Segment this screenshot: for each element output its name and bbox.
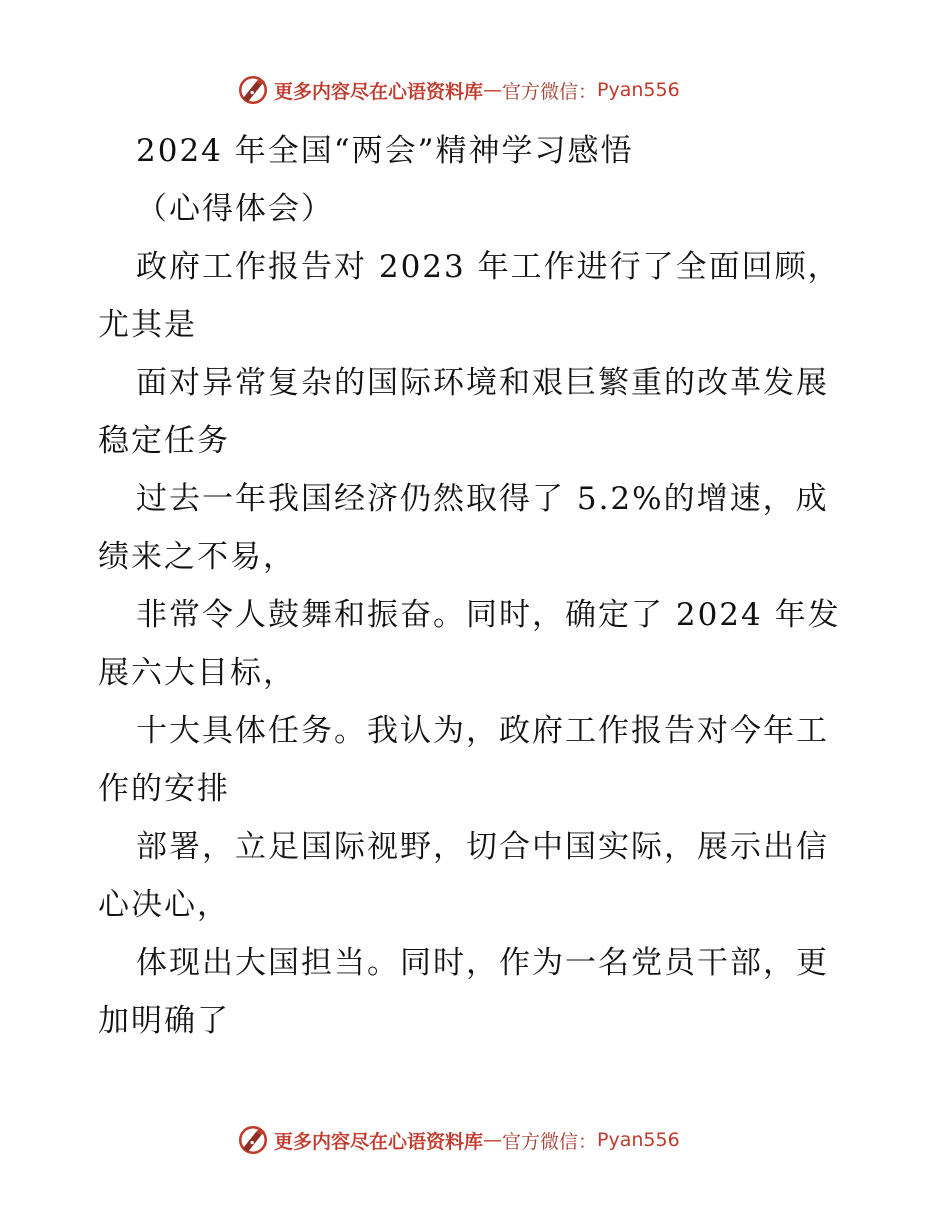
text-line: 政府工作报告对 2023 年工作进行了全面回顾， <box>136 249 841 285</box>
document-body <box>98 122 858 1050</box>
watermark-wechat-label: 官方微信： <box>502 80 598 103</box>
text-line: 体现出大国担当。同时，作为一名党员干部，更 <box>136 945 829 981</box>
watermark-wechat-id: Pyan556 <box>597 79 680 101</box>
text-line: 绩来之不易， <box>98 539 296 575</box>
text-line: 过去一年我国经济仍然取得了 5.2%的增速，成 <box>136 481 829 517</box>
footer-watermark <box>236 1122 680 1158</box>
document-subtitle: （心得体会） <box>136 191 334 227</box>
watermark-wechat-id: Pyan556 <box>597 1129 680 1151</box>
text-line: 面对异常复杂的国际环境和艰巨繁重的改革发展 <box>136 365 829 401</box>
text-line: 部署，立足国际视野，切合中国实际，展示出信 <box>136 829 829 865</box>
document-title: 2024 年全国“两会”精神学习感悟 <box>136 133 634 169</box>
text-line: 非常令人鼓舞和振奋。同时，确定了 2024 年发 <box>136 597 841 633</box>
watermark-dash: — <box>483 1129 503 1151</box>
watermark-site-text: 更多内容尽在心语资料库 <box>274 1130 484 1153</box>
text-line: 十大具体任务。我认为，政府工作报告对今年工 <box>136 713 829 749</box>
text-line: 作的安排 <box>98 771 230 807</box>
header-watermark <box>236 72 680 108</box>
text-line: 展六大目标， <box>98 655 296 691</box>
text-line: 加明确了 <box>98 1003 230 1039</box>
watermark-dash: — <box>483 79 503 101</box>
watermark-wechat-label: 官方微信： <box>502 1130 598 1153</box>
pen-nib-logo-icon <box>236 1123 270 1157</box>
text-line: 心决心， <box>98 887 230 923</box>
text-line: 稳定任务 <box>98 423 230 459</box>
watermark-site-text: 更多内容尽在心语资料库 <box>274 80 484 103</box>
text-line: 尤其是 <box>98 307 197 343</box>
pen-nib-logo-icon <box>236 73 270 107</box>
